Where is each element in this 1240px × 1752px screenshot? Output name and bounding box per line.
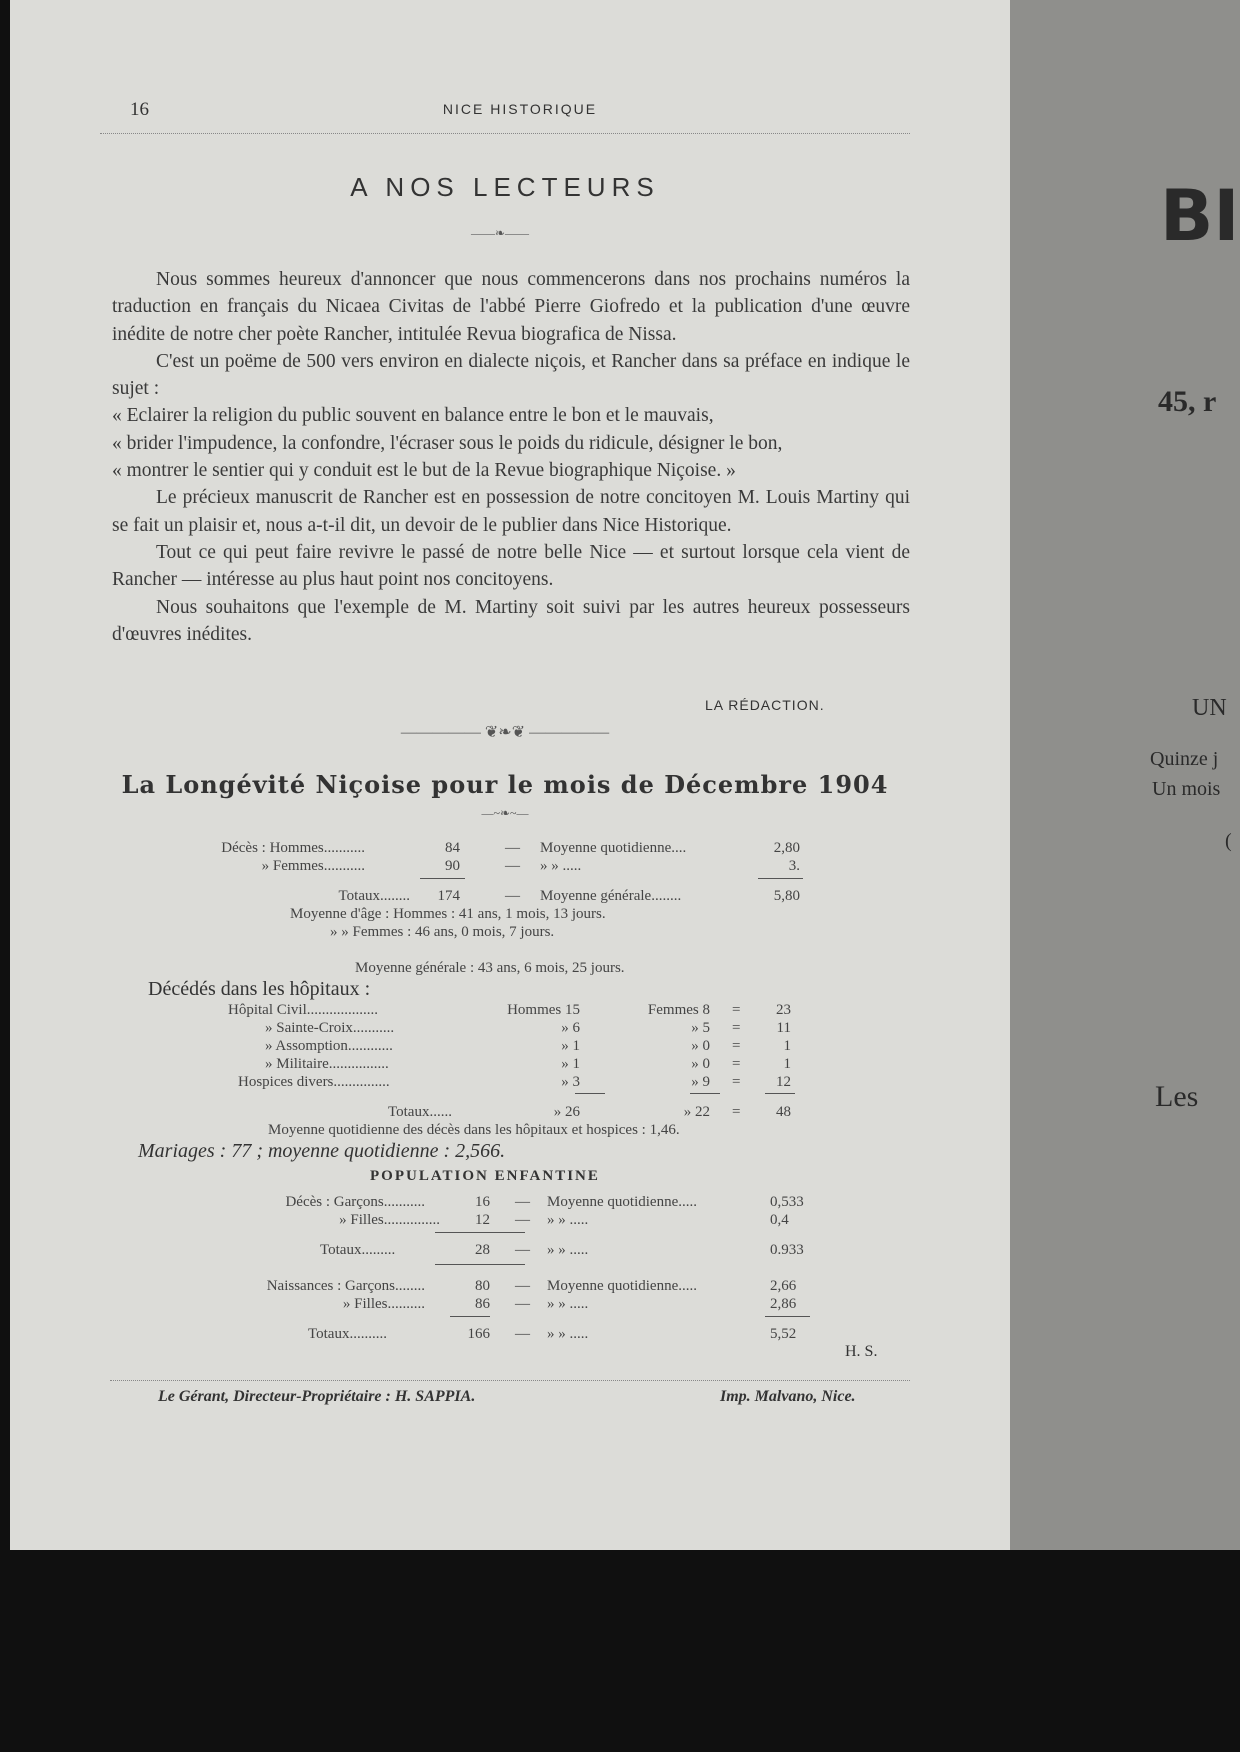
cell: — [515, 1212, 530, 1228]
sum-rule [420, 878, 465, 879]
row-label: Totaux...... [388, 1104, 452, 1120]
cell: » 26 [553, 1104, 580, 1120]
cell: » » ..... [540, 858, 582, 874]
footer-printer: Imp. Malvano, Nice. [720, 1388, 856, 1405]
cell: 12 [776, 1074, 791, 1090]
sum-rule [435, 1232, 525, 1233]
paragraph: Nous souhaitons que l'exemple de M. Martiny soit suivi par les autres heureux possesseurs d'œuvres inédites. [112, 596, 910, 645]
age-row: Moyenne d'âge : Hommes : 41 ans, 1 mois, 13 jours. [290, 906, 606, 922]
cell: Moyenne quotidienne.... [540, 840, 687, 856]
sum-rule [690, 1093, 720, 1094]
cell: 16 [475, 1194, 490, 1210]
cell: » 5 [691, 1020, 710, 1036]
cell: — [515, 1194, 530, 1210]
row-label: » Militaire................ [265, 1056, 389, 1072]
cell: 2,80 [773, 840, 800, 856]
adjacent-text: Un mois [1152, 778, 1221, 800]
page-header [130, 101, 910, 121]
sum-rule [575, 1093, 605, 1094]
row-label: Totaux........ [338, 888, 410, 904]
row-label: » Filles............... [339, 1212, 440, 1228]
cell: 48 [776, 1104, 791, 1120]
cell: 166 [467, 1326, 490, 1342]
cell: » 6 [561, 1020, 580, 1036]
cell: 80 [475, 1278, 490, 1294]
cell: 2,86 [770, 1296, 797, 1312]
paragraph: Nous sommes heureux d'annoncer que nous commencerons dans nos prochains numéros la traduction en français du Nicaea Civitas de l'abbé Pierre Giofredo et la publication d'une œuvre inédite de notre cher poète Rancher, intitulée Revua biografica de Nissa. [112, 269, 910, 345]
ornament-divider-icon: ————— ❦❧❦ ————— [400, 724, 610, 741]
row-label: Hospices divers............... [238, 1074, 390, 1090]
cell: 1 [783, 1056, 791, 1072]
cell: = [732, 1056, 741, 1072]
cell: = [732, 1020, 741, 1036]
cell: » 1 [561, 1056, 580, 1072]
paragraph: Tout ce qui peut faire revivre le passé de notre belle Nice — et surtout lorsque cela vient de Rancher — intéresse au plus haut point nos concitoyens. [112, 541, 910, 591]
paragraph: Le précieux manuscrit de Rancher est en possession de notre concitoyen M. Louis Martiny qui se fait un plaisir et, nous a-t-il dit, un devoir de le publier dans Nice Historique. [112, 487, 910, 536]
population-heading: POPULATION ENFANTINE [370, 1168, 600, 1184]
cell: » » ..... [547, 1326, 589, 1342]
cell: » 3 [561, 1074, 580, 1090]
sum-rule [758, 878, 803, 879]
row-label: » Femmes........... [261, 858, 365, 874]
footer-gerant: Le Gérant, Directeur-Propriétaire : H. SAPPIA. [158, 1388, 476, 1405]
cell: Moyenne générale........ [540, 888, 682, 904]
ornament-small-icon: ——❧—— [470, 226, 530, 240]
cell: — [515, 1278, 530, 1294]
cell: 86 [475, 1296, 490, 1312]
cell: 3. [788, 858, 800, 874]
sum-rule [765, 1093, 795, 1094]
adjacent-text: ( [1225, 830, 1232, 852]
cell: = [732, 1002, 741, 1018]
adjacent-text: Quinze j [1150, 748, 1219, 770]
article-body [112, 266, 910, 648]
sum-rule [435, 1264, 525, 1265]
adjacent-text: UN [1192, 695, 1227, 721]
signature: LA RÉDACTION. [705, 697, 825, 713]
cell: 1 [783, 1038, 791, 1054]
cell: 23 [776, 1002, 791, 1018]
initials: H. S. [845, 1343, 878, 1360]
cell: Moyenne quotidienne..... [547, 1194, 697, 1210]
cell: 28 [475, 1242, 490, 1258]
sum-rule [450, 1316, 490, 1317]
cell: — [505, 888, 520, 904]
row-label: » Filles.......... [342, 1296, 425, 1312]
cell: » 1 [561, 1038, 580, 1054]
cell: = [732, 1104, 741, 1120]
adjacent-page [1010, 0, 1240, 1550]
row-label: » Assomption............ [265, 1038, 393, 1054]
adjacent-text: Les [1155, 1080, 1199, 1113]
cell: 0,4 [770, 1212, 789, 1228]
age-row: Moyenne générale : 43 ans, 6 mois, 25 jours. [355, 960, 625, 976]
hospitals-heading: Décédés dans les hôpitaux : [148, 978, 371, 1000]
row-label: Totaux.......... [308, 1326, 387, 1342]
cell: 5,80 [773, 888, 800, 904]
adjacent-big-text: BI [1160, 175, 1240, 257]
row-label: Naissances : Garçons........ [266, 1278, 425, 1294]
age-row: » » Femmes : 46 ans, 0 mois, 7 jours. [330, 924, 555, 940]
page [10, 0, 1010, 1550]
cell: 90 [445, 858, 460, 874]
cell: Moyenne quotidienne..... [547, 1278, 697, 1294]
stats-title: La Longévité Niçoise pour le mois de Décembre 1904 [121, 770, 889, 799]
row-label: » Sainte-Croix........... [265, 1020, 395, 1036]
sum-rule [765, 1316, 810, 1317]
ornament-small-icon: —~❧~— [481, 806, 529, 820]
quote-line: « brider l'impudence, la confondre, l'écraser sous le poids du ridicule, désigner le bon, [112, 432, 783, 454]
row-label: Totaux......... [320, 1242, 396, 1258]
paragraph: C'est un poëme de 500 vers environ en dialecte niçois, et Rancher dans sa préface en indique le sujet : [112, 350, 910, 400]
cell: » 0 [691, 1056, 710, 1072]
cell: 2,66 [770, 1278, 797, 1294]
cell: — [505, 840, 520, 856]
cell: 0.933 [770, 1242, 804, 1258]
cell: — [515, 1326, 530, 1342]
cell: — [505, 858, 520, 874]
marriages: Mariages : 77 ; moyenne quotidienne : 2,566. [138, 1140, 506, 1162]
cell: » 22 [683, 1104, 710, 1120]
header-rule [100, 133, 910, 134]
cell: 5,52 [770, 1326, 797, 1342]
cell: = [732, 1038, 741, 1054]
hospital-average: Moyenne quotidienne des décès dans les hôpitaux et hospices : 1,46. [268, 1122, 680, 1138]
cell: » » ..... [547, 1296, 589, 1312]
cell: » 0 [691, 1038, 710, 1054]
quote-line: « montrer le sentier qui y conduit est le but de la Revue biographique Niçoise. » [112, 460, 736, 482]
cell: Femmes 8 [647, 1002, 710, 1018]
running-title: NICE HISTORIQUE [442, 101, 598, 117]
article-title: A NOS LECTEURS [350, 172, 660, 202]
cell: — [515, 1242, 530, 1258]
adjacent-text: 45, r [1158, 385, 1217, 418]
cell: Hommes 15 [507, 1002, 580, 1018]
cell: » » ..... [547, 1212, 589, 1228]
row-label: Décès : Garçons........... [285, 1194, 425, 1210]
cell: = [732, 1074, 741, 1090]
row-label: Hôpital Civil................... [228, 1002, 378, 1018]
cell: 174 [437, 888, 460, 904]
cell: 84 [445, 840, 460, 856]
footer-rule [110, 1380, 910, 1381]
cell: 0,533 [770, 1194, 804, 1210]
cell: — [515, 1296, 530, 1312]
quote-line: « Eclairer la religion du public souvent en balance entre le bon et le mauvais, [112, 405, 714, 427]
cell: 12 [475, 1212, 490, 1228]
cell: » 9 [691, 1074, 710, 1090]
cell: 11 [776, 1020, 791, 1036]
cell: » » ..... [547, 1242, 589, 1258]
row-label: Décès : Hommes........... [221, 840, 365, 856]
page-number: 16 [130, 99, 149, 120]
